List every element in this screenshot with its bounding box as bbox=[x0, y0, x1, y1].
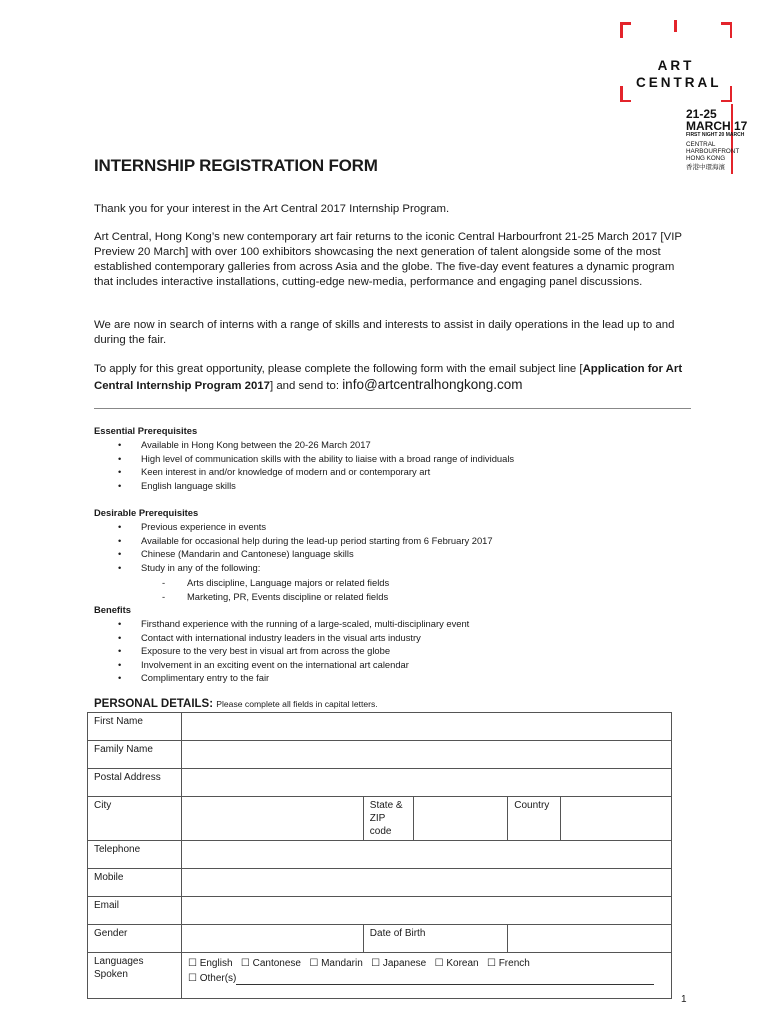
logo-line-art: ART bbox=[657, 58, 695, 73]
apply-subject: Application for Art Central Internship Program 2017 bbox=[94, 363, 683, 392]
list-subitem: - Marketing, PR, Events discipline or related fields bbox=[162, 590, 389, 602]
gender-label: Gender bbox=[88, 925, 182, 953]
mobile-field[interactable] bbox=[181, 869, 671, 897]
apply-text-mid: ] and send to: bbox=[269, 380, 343, 392]
list-item: • Chinese (Mandarin and Cantonese) language skills bbox=[118, 548, 354, 559]
country-field[interactable] bbox=[560, 797, 671, 841]
email-field[interactable] bbox=[181, 897, 671, 925]
logo-line-central: CENTRAL bbox=[636, 75, 722, 90]
venue-line-2: HARBOURFRONT bbox=[686, 148, 740, 155]
intro-about: Art Central, Hong Kong’s new contemporary art fair returns to the iconic Central Harbourfront 21-25 March 2017 [VIP Preview 20 March] with over 100 exhibitors showcasing the next generation of talent alongside some of the most established contemporary galleries from across Asia and the globe. The five-day event features a dynamic program that includes interactive installations, cutting-edge new-media, performance and engaging panel discussions. bbox=[94, 231, 682, 288]
languages-options bbox=[181, 953, 671, 999]
gender-field[interactable] bbox=[181, 925, 363, 953]
intro-thanks: Thank you for your interest in the Art Central 2017 Internship Program. bbox=[94, 203, 450, 215]
checkbox-other[interactable]: ☐ Other(s) bbox=[187, 973, 237, 984]
list-item: • Involvement in an exciting event on the international art calendar bbox=[118, 658, 409, 670]
first-name-field[interactable] bbox=[181, 713, 671, 741]
apply-email[interactable]: info@artcentralhongkong.com bbox=[342, 377, 523, 392]
family-name-label: Family Name bbox=[88, 741, 182, 769]
dob-label: Date of Birth bbox=[363, 925, 507, 953]
intro-apply bbox=[94, 362, 694, 394]
benefits-list bbox=[94, 617, 469, 685]
intro-search: We are now in search of interns with a range of skills and interests to assist in daily operations in the lead up to and during the fair. bbox=[94, 319, 675, 346]
page-number: 1 bbox=[681, 994, 687, 1005]
desirable-list bbox=[94, 520, 493, 574]
postal-address-label: Postal Address bbox=[88, 769, 182, 797]
list-item: • High level of communication skills with the ability to liaise with a broad range of individuals bbox=[118, 452, 515, 464]
divider bbox=[94, 408, 691, 409]
essential-list bbox=[94, 438, 514, 492]
city-field[interactable] bbox=[181, 797, 363, 841]
personal-details-note: Please complete all fields in capital letters. bbox=[216, 699, 378, 709]
state-zip-field[interactable] bbox=[414, 797, 508, 841]
list-item: • Exposure to the very best in visual art from across the globe bbox=[118, 645, 391, 656]
event-dates: 21-25 bbox=[686, 107, 717, 121]
telephone-field[interactable] bbox=[181, 841, 671, 869]
checkbox-english[interactable]: ☐ English bbox=[187, 958, 233, 969]
checkbox-japanese[interactable]: ☐ Japanese bbox=[371, 958, 427, 969]
personal-details-form bbox=[87, 712, 672, 999]
city-label: City bbox=[88, 797, 182, 841]
list-item: • Firsthand experience with the running of a large-scaled, multi-disciplinary event bbox=[118, 618, 470, 629]
state-zip-label: State & ZIP code bbox=[363, 797, 414, 841]
desirable-heading: Desirable Prerequisites bbox=[94, 507, 199, 518]
first-night: FIRST NIGHT 20 MARCH bbox=[686, 132, 745, 138]
venue-line-3: HONG KONG bbox=[686, 155, 726, 162]
first-name-label: First Name bbox=[88, 713, 182, 741]
list-item: • Keen interest in and/or knowledge of modern and or contemporary art bbox=[118, 466, 431, 477]
checkbox-mandarin[interactable]: ☐ Mandarin bbox=[309, 958, 363, 969]
apply-text-pre: To apply for this great opportunity, please complete the following form with the email subject line [ bbox=[94, 363, 583, 375]
logo-red-bar bbox=[731, 104, 733, 174]
country-label: Country bbox=[508, 797, 561, 841]
telephone-label: Telephone bbox=[88, 841, 182, 869]
event-month: MARCH 17 bbox=[686, 119, 748, 133]
dob-field[interactable] bbox=[508, 925, 672, 953]
checkbox-cantonese[interactable]: ☐ Cantonese bbox=[240, 958, 301, 969]
list-item: • Contact with international industry leaders in the visual arts industry bbox=[118, 631, 421, 643]
venue-chinese: 香港中環海濱 bbox=[686, 164, 725, 171]
list-item: • Complimentary entry to the fair bbox=[118, 672, 270, 683]
other-languages-field[interactable] bbox=[236, 973, 654, 985]
list-subitem: - Arts discipline, Language majors or related fields bbox=[162, 577, 390, 588]
checkbox-korean[interactable]: ☐ Korean bbox=[434, 958, 479, 969]
list-item: • Available for occasional help during the lead-up period starting from 6 February 2017 bbox=[118, 534, 493, 546]
list-item: • Study in any of the following: bbox=[118, 561, 261, 573]
essential-heading: Essential Prerequisites bbox=[94, 425, 198, 436]
mobile-label: Mobile bbox=[88, 869, 182, 897]
benefits-heading: Benefits bbox=[94, 604, 131, 615]
list-item: • Previous experience in events bbox=[118, 521, 267, 532]
languages-label: Languages Spoken bbox=[88, 953, 182, 999]
personal-details-heading: PERSONAL DETAILS: Please complete all fields in capital letters. bbox=[94, 698, 378, 710]
checkbox-french[interactable]: ☐ French bbox=[486, 958, 530, 969]
list-item: • English language skills bbox=[118, 479, 236, 491]
list-item: • Available in Hong Kong between the 20-26 March 2017 bbox=[118, 439, 371, 450]
email-label: Email bbox=[88, 897, 182, 925]
desirable-sublist bbox=[94, 576, 389, 603]
family-name-field[interactable] bbox=[181, 741, 671, 769]
form-title: INTERNSHIP REGISTRATION FORM bbox=[94, 156, 378, 175]
venue-line-1: CENTRAL bbox=[686, 141, 716, 148]
postal-address-field[interactable] bbox=[181, 769, 671, 797]
